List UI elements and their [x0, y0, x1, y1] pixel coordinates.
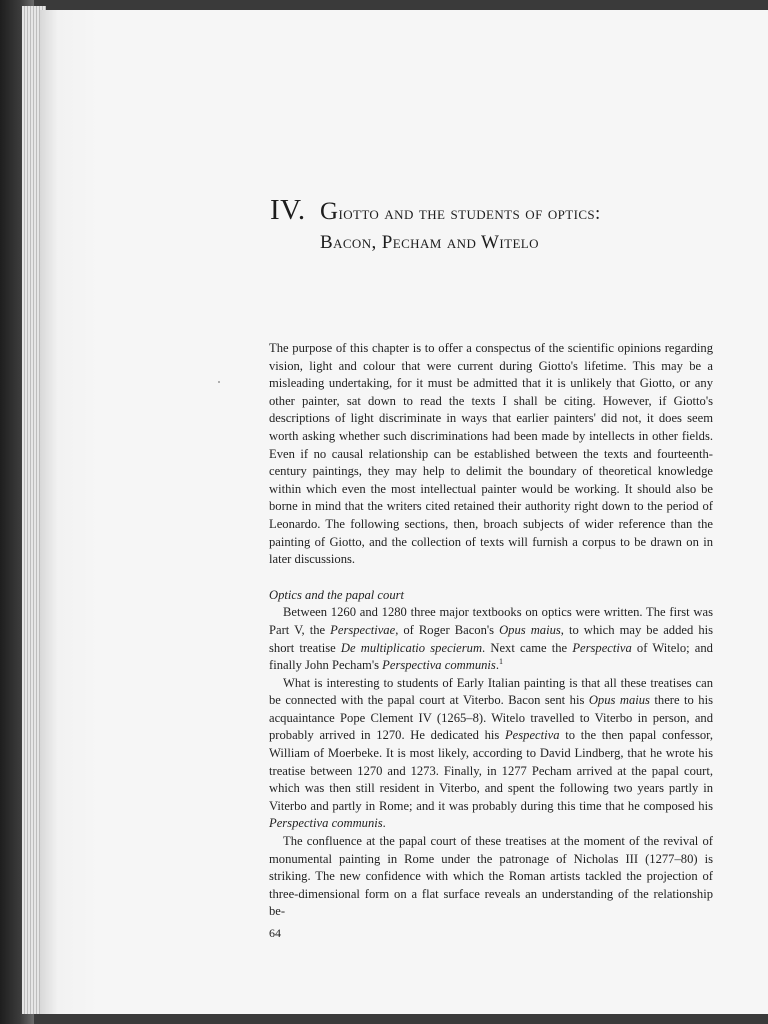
chapter-title-line-2: Bacon, Pecham and Witelo [320, 232, 539, 253]
text: there to his acquaintance Pope Clement IV (1265–8). Witelo travelled to Viterbo in person, and probably arrived in 1270. He dedicated his [269, 693, 713, 743]
body-text [269, 340, 713, 921]
title-italic: Perspectiva communis [382, 658, 496, 673]
paragraph-3: The confluence at the papal court of these treatises at the moment of the revival of monumental painting in Rome under the patronage of Nicholas III (1277–80) is striking. The new confidence with which the Roman artists tackled the projection of three-dimensional form on a flat surface reveals an understanding of the relationship be- [269, 834, 713, 919]
text: to the then papal confessor, William of Moerbeke. It is most likely, according to David Lindberg, that he wrote his treatise between 1270 and 1273. Finally, in 1277 Pecham arrived at the papal court, which was then still resident in Viterbo, and spent the following two years partly in Viterbo and partly in Rome; and it was probably during this time that he composed his [269, 728, 713, 813]
text: Between 1260 and 1280 three major textbooks on optics were written. The first was Part V, the [269, 605, 713, 637]
chapter-title-line-1: Giotto and the students of optics: [320, 198, 601, 225]
title-italic: Perspectiva communis [269, 816, 383, 831]
speck [218, 381, 220, 383]
chapter-number: IV. [270, 194, 306, 226]
footnote-ref[interactable]: 1 [498, 656, 503, 666]
title-italic: Perspectiva [572, 640, 632, 655]
text: , of Roger Bacon's [395, 622, 500, 637]
section-heading: Optics and the papal court [269, 587, 405, 602]
text: of Witelo; and finally John Pecham's [269, 640, 713, 673]
book-page [40, 10, 768, 1014]
paragraph-1 [269, 604, 713, 674]
title-italic: Opus maius [588, 693, 650, 708]
title-italic: De multiplicatio specierum [340, 640, 483, 655]
title-italic: Opus maius [499, 622, 561, 637]
title-italic: Perspectivae [330, 622, 396, 637]
title-italic: Pespectiva [504, 728, 560, 743]
intro-paragraph: The purpose of this chapter is to offer a conspectus of the scientific opinions regarding vision, light and colour that were current during Giotto's lifetime. This may be a misleading undertaking, for it must be admitted that it is unlikely that Giotto, or any other painter, sat down to read the texts I shall be citing. However, if Giotto's descriptions of light discriminate in ways that earlier painters' did not, it does seem worth asking whether such discriminations had been made by intellects in other fields. Even if no causal relationship can be established between the texts and fourteenth-century paintings, they may help to delimit the boundary of theoretical knowledge within which even the most intellectual painter would be working. It should also be borne in mind that the writers cited retained their authority right down to the period of Leonardo. The following sections, then, broach subjects of wider reference than the painting of Giotto, and the collection of texts will furnish a corpus to be drawn on in later discussions. [269, 341, 713, 567]
text: . Next came the [482, 640, 573, 655]
text: What is interesting to students of Early Italian painting is that all these treatises can be connected with the papal court at Viterbo. Bacon sent his [269, 675, 713, 708]
paragraph-2 [269, 675, 713, 833]
text: . [495, 658, 499, 673]
text: . [382, 816, 386, 831]
page-number: 64 [269, 926, 281, 940]
text: , to which may be added his short treatise [269, 622, 714, 655]
